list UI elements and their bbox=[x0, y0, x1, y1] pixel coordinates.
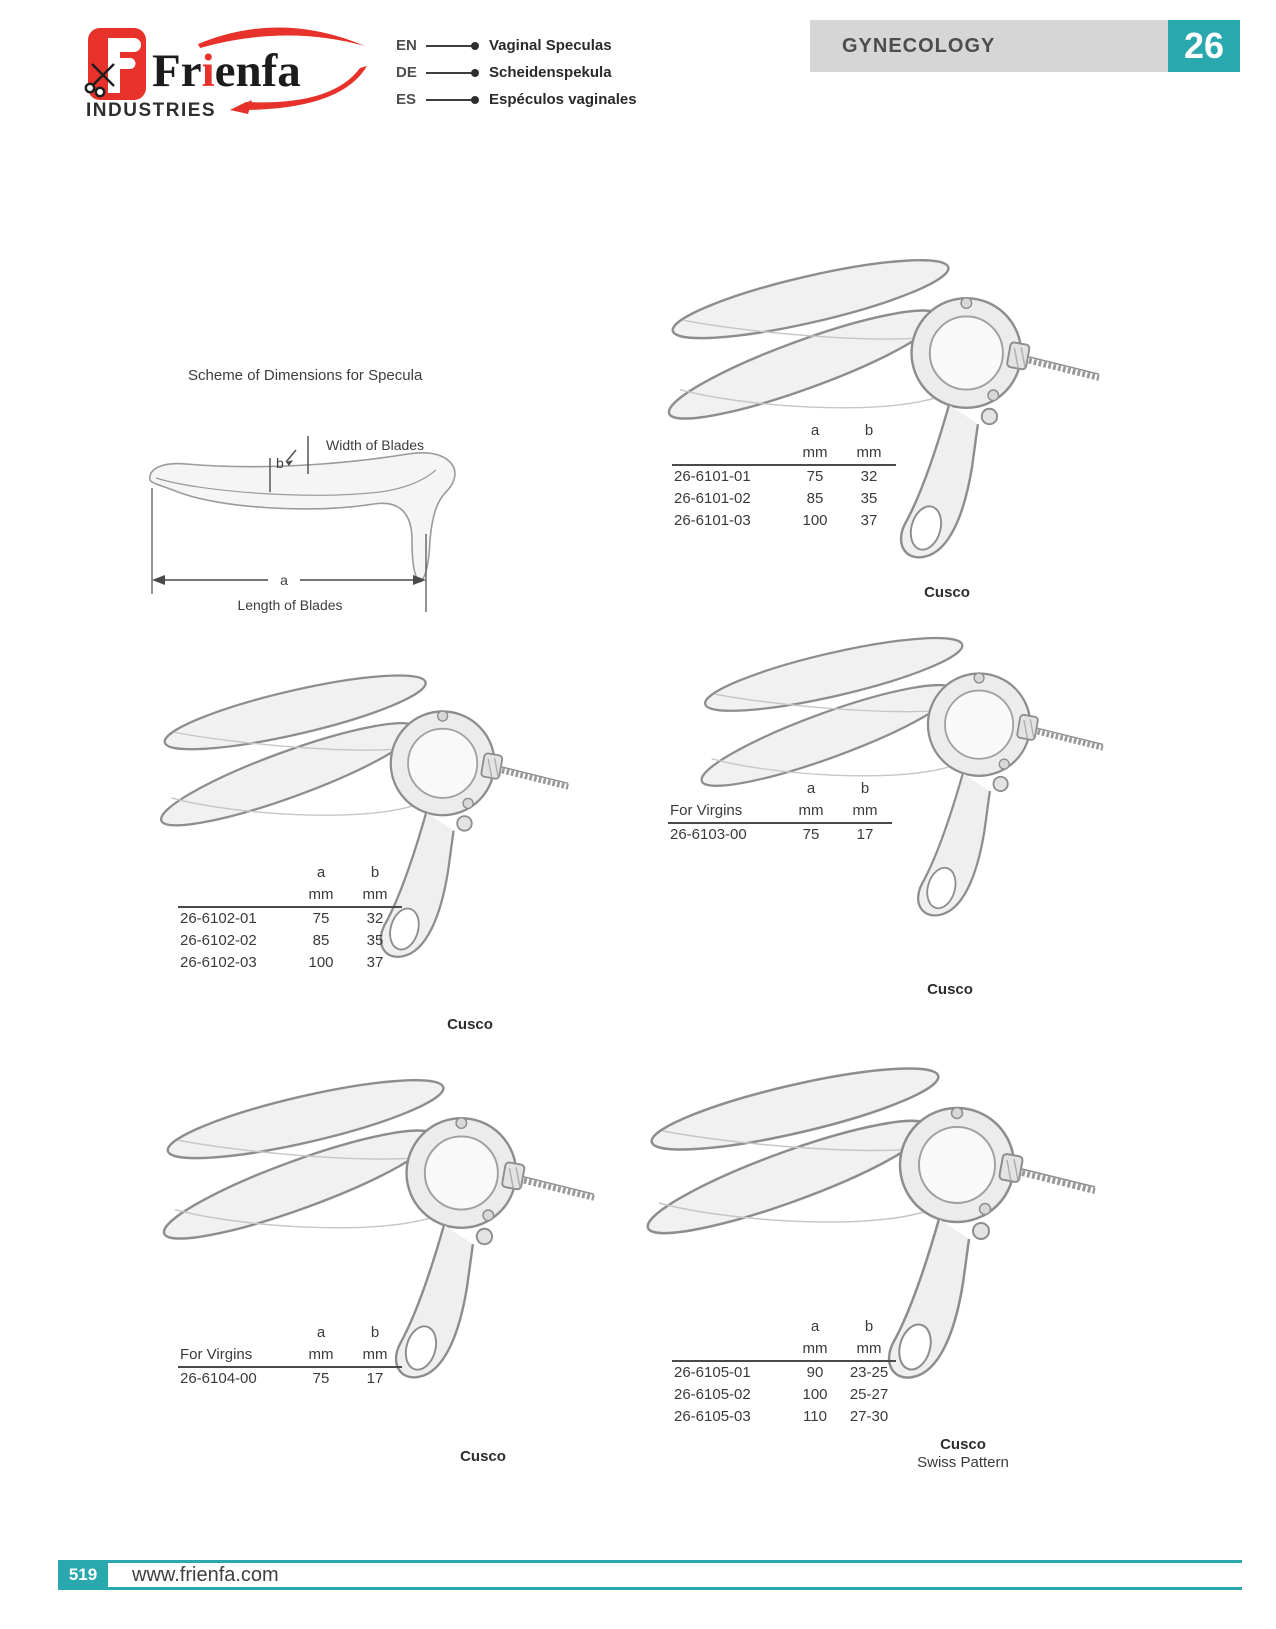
dimension-value: 17 bbox=[856, 826, 874, 843]
footer-strip bbox=[108, 1560, 1242, 1590]
lang-code: ES bbox=[396, 91, 417, 108]
dimension-value: 100 bbox=[802, 1386, 828, 1403]
unit-header: mm bbox=[294, 1344, 348, 1367]
product-code: 26-6105-01 bbox=[674, 1364, 751, 1381]
product-code: 26-6101-02 bbox=[674, 490, 751, 507]
col-b-header: b bbox=[864, 1318, 874, 1335]
product-name-6104: Cusco bbox=[460, 1448, 506, 1465]
dimension-value: 32 bbox=[366, 910, 384, 927]
unit-header: mm bbox=[788, 1338, 842, 1361]
product-name-6101: Cusco bbox=[924, 584, 970, 601]
footer-page-badge bbox=[58, 1560, 108, 1590]
lang-code: EN bbox=[396, 37, 417, 54]
footer-page-number: 519 bbox=[68, 1565, 98, 1584]
col-a-header: a bbox=[316, 1324, 326, 1341]
dimension-value: 75 bbox=[312, 1370, 330, 1387]
table-label bbox=[672, 1338, 788, 1361]
table-label: For Virgins bbox=[178, 1344, 294, 1367]
dimension-value: 85 bbox=[312, 932, 330, 949]
scheme-width-label: Width of Blades bbox=[326, 437, 425, 453]
dimension-value: 23-25 bbox=[849, 1364, 889, 1381]
table-row bbox=[668, 823, 892, 846]
product-name-6102: Cusco bbox=[447, 1016, 493, 1033]
product-code: 26-6101-01 bbox=[674, 468, 751, 485]
dimension-value: 85 bbox=[806, 490, 824, 507]
dimension-value: 32 bbox=[860, 468, 878, 485]
product-code: 26-6101-03 bbox=[674, 512, 751, 529]
scheme-length-label: Length of Blades bbox=[237, 597, 343, 613]
col-b-header: b bbox=[860, 780, 870, 797]
table-row bbox=[672, 488, 896, 510]
product-code: 26-6105-03 bbox=[674, 1408, 751, 1425]
product-code: 26-6102-03 bbox=[180, 954, 257, 971]
table-row bbox=[672, 1384, 896, 1406]
footer-website: www.frienfa.com bbox=[132, 1563, 279, 1586]
unit-header: mm bbox=[842, 1338, 896, 1361]
col-a-header: a bbox=[316, 864, 326, 881]
dimension-value: 90 bbox=[806, 1364, 824, 1381]
scheme-a-label: a bbox=[280, 572, 288, 588]
col-b-header: b bbox=[864, 422, 874, 439]
legend-dot-icon bbox=[471, 96, 479, 104]
dimension-value: 35 bbox=[366, 932, 384, 949]
legend-line bbox=[426, 99, 472, 101]
unit-header: mm bbox=[348, 1344, 402, 1367]
dimension-value: 75 bbox=[806, 468, 824, 485]
legend-dot-icon bbox=[471, 69, 479, 77]
table-row bbox=[178, 952, 402, 974]
frienfa-logo bbox=[80, 20, 380, 122]
dimension-scheme-diagram bbox=[140, 388, 470, 623]
unit-header: mm bbox=[784, 800, 838, 823]
lang-row-es bbox=[396, 91, 637, 108]
product-code: 26-6105-02 bbox=[674, 1386, 751, 1403]
spec-table-6105 bbox=[672, 1316, 896, 1428]
brand-name: Frienfa bbox=[152, 45, 301, 97]
product-name-6103: Cusco bbox=[927, 981, 973, 998]
table-row bbox=[672, 465, 896, 488]
legend-dot-icon bbox=[471, 42, 479, 50]
lang-label: Vaginal Speculas bbox=[489, 37, 612, 54]
table-row bbox=[672, 1361, 896, 1384]
product-subname-6105: Swiss Pattern bbox=[917, 1454, 1009, 1471]
product-code: 26-6103-00 bbox=[670, 826, 747, 843]
legend-line bbox=[426, 72, 472, 74]
section-title: GYNECOLOGY bbox=[842, 34, 996, 57]
chapter-number-badge bbox=[1168, 20, 1240, 72]
col-b-header: b bbox=[370, 864, 380, 881]
spec-table-6104 bbox=[178, 1322, 402, 1390]
unit-header: mm bbox=[294, 884, 348, 907]
unit-header: mm bbox=[838, 800, 892, 823]
dimension-value: 27-30 bbox=[849, 1408, 889, 1425]
table-label: For Virgins bbox=[668, 800, 784, 823]
product-name-6105: Cusco bbox=[940, 1436, 986, 1453]
section-header-bar bbox=[810, 20, 1168, 72]
scheme-b-label: b bbox=[276, 455, 284, 471]
product-code: 26-6104-00 bbox=[180, 1370, 257, 1387]
dimension-value: 110 bbox=[803, 1408, 827, 1425]
dimension-value: 25-27 bbox=[849, 1386, 889, 1403]
lang-label: Espéculos vaginales bbox=[489, 91, 637, 108]
table-row bbox=[178, 907, 402, 930]
product-code: 26-6102-01 bbox=[180, 910, 257, 927]
dimension-value: 37 bbox=[366, 954, 384, 971]
table-row bbox=[178, 1367, 402, 1390]
lang-label: Scheidenspekula bbox=[489, 64, 612, 81]
chapter-number: 26 bbox=[1183, 25, 1225, 66]
table-row bbox=[672, 1406, 896, 1428]
table-row bbox=[178, 930, 402, 952]
dimension-value: 17 bbox=[366, 1370, 384, 1387]
spec-table-6102 bbox=[178, 862, 402, 974]
lang-row-de bbox=[396, 64, 637, 81]
dimension-value: 75 bbox=[802, 826, 820, 843]
dimension-value: 100 bbox=[308, 954, 334, 971]
col-a-header: a bbox=[810, 422, 820, 439]
dimension-value: 37 bbox=[860, 512, 878, 529]
unit-header: mm bbox=[788, 442, 842, 465]
scheme-title: Scheme of Dimensions for Specula bbox=[188, 367, 423, 384]
spec-table-6101 bbox=[672, 420, 896, 532]
table-label bbox=[672, 442, 788, 465]
language-legend bbox=[396, 37, 637, 108]
table-label bbox=[178, 884, 294, 907]
lang-code: DE bbox=[396, 64, 417, 81]
legend-line bbox=[426, 45, 472, 47]
col-b-header: b bbox=[370, 1324, 380, 1341]
dimension-value: 35 bbox=[860, 490, 878, 507]
product-code: 26-6102-02 bbox=[180, 932, 257, 949]
spec-table-6103 bbox=[668, 778, 892, 846]
unit-header: mm bbox=[842, 442, 896, 465]
col-a-header: a bbox=[810, 1318, 820, 1335]
speculum-illustration-6101 bbox=[665, 228, 1110, 603]
unit-header: mm bbox=[348, 884, 402, 907]
brand-industries: INDUSTRIES bbox=[86, 100, 217, 121]
lang-row-en bbox=[396, 37, 637, 54]
col-a-header: a bbox=[806, 780, 816, 797]
dimension-value: 100 bbox=[802, 512, 828, 529]
table-row bbox=[672, 510, 896, 532]
dimension-value: 75 bbox=[312, 910, 330, 927]
